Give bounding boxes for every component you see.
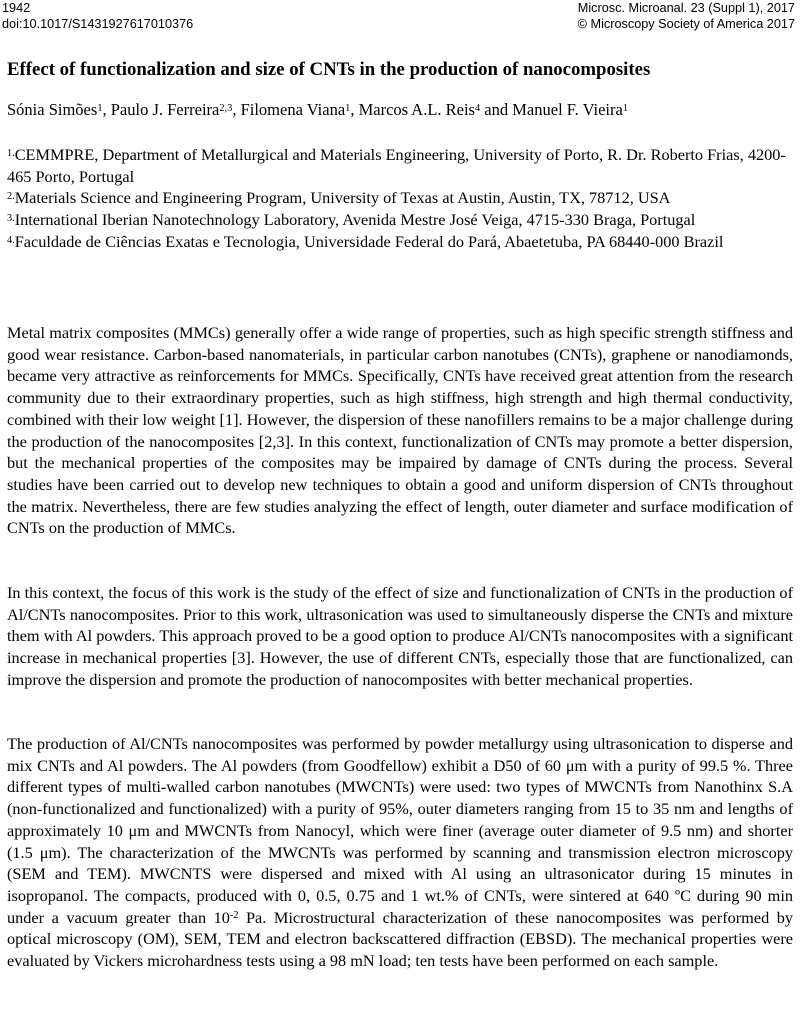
affiliation-text: Materials Science and Engineering Program, University of Texas at Austin, Austin, TX, 78712, USA [14,188,671,208]
affiliations-block [7,144,795,253]
author-prefix: and [480,100,513,119]
affiliation-item [7,209,795,231]
author-affiliation-superscript: 1 [622,102,629,114]
affiliation-text: Faculdade de Ciências Exatas e Tecnologia, Universidade Federal do Pará, Abaetetuba, PA 68440-000 Brazil [14,231,724,251]
author-prefix: , [232,100,241,119]
page-number: 1942 [2,1,31,15]
header-left [2,1,193,32]
affiliation-superscript: 4. [7,234,15,246]
author-affiliation-superscript: 4 [474,102,481,114]
page-header [2,1,795,32]
author-prefix: , [102,100,111,119]
affiliation-text: CEMMPRE, Department of Metallurgical and Materials Engineering, University of Porto, R. Dr. Roberto Frias, 4200-465 Porto, Portugal [7,145,786,186]
affiliation-item [7,144,795,187]
affiliation-item [7,231,795,253]
author-name: Manuel F. Vieira [512,100,623,119]
author-name: Marcos A.L. Reis [358,100,475,119]
header-right [578,1,795,32]
paragraph-text: Pa. Microstructural characterization of these nanocomposites was performed by optical microscopy (OM), SEM, TEM and electron backscattered diffraction (EBSD). The mechanical properties were evaluated by Vickers microhardness tests using a 98 mN load; ten tests have been performed on each sample. [7,907,794,971]
affiliation-superscript: 2. [7,191,15,203]
author-prefix: , [350,100,359,119]
author-affiliation-superscript: 1 [345,102,351,114]
doi: doi:10.1017/S1431927617010376 [2,16,194,31]
exponent-superscript: -2 [229,910,239,922]
affiliation-superscript: 3. [7,212,15,224]
affiliation-superscript: 1. [7,147,15,159]
abstract-paragraph-3 [7,733,793,972]
author-affiliation-superscript: 1 [97,102,103,114]
authors-line [7,99,795,121]
affiliation-item [7,187,795,209]
author-name: Paulo J. Ferreira [110,100,220,119]
affiliation-text: International Iberian Nanotechnology Laboratory, Avenida Mestre José Veiga, 4715-330 Braga, Portugal [14,210,696,230]
author-name: Filomena Viana [240,100,346,119]
abstract-paragraph-2: In this context, the focus of this work is the study of the effect of size and functionalization of CNTs in the production of Al/CNTs nanocomposites. Prior to this work, ultrasonication was used to simultaneously disperse the CNTs and mixture them with Al powders. This approach proved to be a good option to produce Al/CNTs nanocomposites with a significant increase in mechanical properties [3]. However, the use of different CNTs, especially those that are functionalized, can improve the dispersion and promote the production of nanocomposites with better mechanical properties. [7,583,793,689]
article-title: Effect of functionalization and size of CNTs in the production of nanocomposites [7,59,651,80]
copyright-notice: © Microscopy Society of America 2017 [577,16,795,31]
abstract-paragraph-1: Metal matrix composites (MMCs) generally offer a wide range of properties, such as high specific strength stiffness and good wear resistance. Carbon-based nanomaterials, in particular carbon nanotubes (CNTs), graphene or nanodiamonds, became very attractive as reinforcements for MMCs. Specifically, CNTs have received great attention from the research community due to their extraordinary properties, such as high stiffness, high strength and high thermal conductivity, combined with their low weight [1]. However, the dispersion of these nanofillers remains to be a major challenge during the production of the nanocomposites [2,3]. In this context, functionalization of CNTs may promote a better dispersion, but the mechanical properties of the composites may be impaired by damage of CNTs during the process. Several studies have been carried out to develop new techniques to obtain a good and uniform dispersion of CNTs throughout the matrix. Nevertheless, there are few studies analyzing the effect of length, outer diameter and surface modification of CNTs on the production of MMCs. [7,323,793,538]
paragraph-text: The production of Al/CNTs nanocomposites was performed by powder metallurgy using ultrasonication to disperse and mix CNTs and Al powders. The Al powders (from Goodfellow) exhibit a D50 of 60 μm with a purity of 99.5 %. Three different types of multi-walled carbon nanotubes (MWCNTs) were used: two types of MWCNTs from Nanothinx S.A (non-functionalized and functionalized) with a purity of 95%, outer diameters ranging from 15 to 35 nm and lengths of approximately 10 μm and MWCNTs from Nanocyl, which were finer (average outer diameter of 9.5 nm) and shorter (1.5 μm). The characterization of the MWCNTs was performed by scanning and transmission electron microscopy (SEM and TEM). MWCNTS were dispersed and mixed with Al using an ultrasonicator during 15 minutes in isopropanol. The compacts, produced with 0, 0.5, 0.75 and 1 wt.% of CNTs, were sintered at 640 ºC during 90 min under a vacuum greater than 10 [7,734,793,927]
author-affiliation-superscript: 2,3 [219,102,233,114]
journal-reference: Microsc. Microanal. 23 (Suppl 1), 2017 [577,1,795,15]
author-name: Sónia Simões [7,100,98,119]
